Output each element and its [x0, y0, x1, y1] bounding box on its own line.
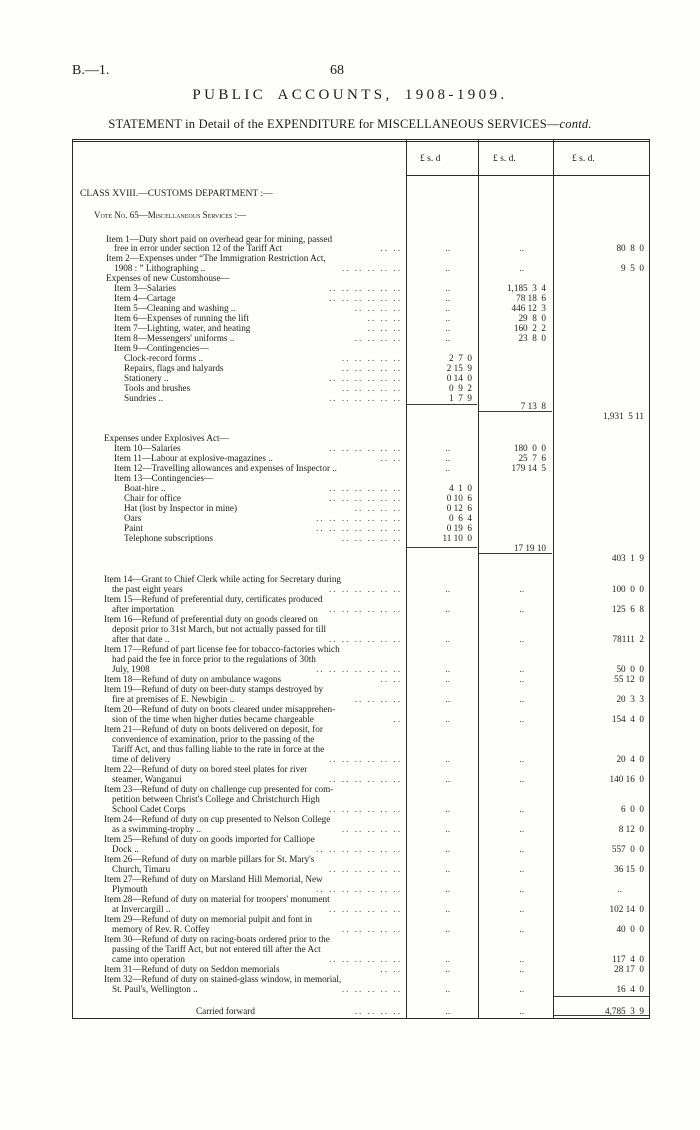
- row-description: Item 27—Refund of duty on Marsland Hill Memorial, New: [104, 874, 323, 884]
- amount-col2: ..: [519, 634, 524, 644]
- amount-col2: 7 13 8: [520, 401, 546, 411]
- amount-col1: ..: [445, 694, 450, 704]
- leader-dots: .. .. .. .. .. ..: [328, 954, 402, 964]
- amount-col3: 28 17 0: [614, 964, 644, 974]
- row-description: Carried forward: [196, 1006, 255, 1016]
- amount-col1: ..: [445, 664, 450, 674]
- leader-dots: .. .. .. .. .. ..: [328, 804, 402, 814]
- leader-dots: .. ..: [380, 243, 402, 253]
- amount-col1: ..: [445, 293, 450, 303]
- amount-col2: ..: [519, 964, 524, 974]
- amount-col3: 8 12 0: [618, 824, 644, 834]
- row-description: Item 1—Duty short paid on overhead gear for mining, passed: [106, 234, 333, 244]
- amount-col1: 0 10 6: [446, 493, 472, 503]
- amount-col3: 20 3 3: [616, 694, 644, 704]
- leader-dots: .. .. .. .. .. .. ..: [316, 523, 402, 533]
- amount-col1: ..: [445, 313, 450, 323]
- amount-col1: 2 15 9: [446, 363, 472, 373]
- row-description: Sundries ..: [124, 393, 164, 403]
- amount-col3: 16 4 0: [616, 984, 644, 994]
- leader-dots: .. .. .. ..: [354, 333, 402, 343]
- subtitle-main: STATEMENT in Detail of the EXPENDITURE for MISCELLANEOUS SERVICES—: [108, 117, 560, 131]
- page-subtitle: [0, 117, 700, 132]
- amount-col2: 160 2 2: [513, 323, 546, 333]
- row-description: Item 13—Contingencies—: [114, 473, 214, 483]
- leader-dots: .. .. .. .. .. ..: [328, 293, 402, 303]
- row-description: Item 19—Refund of duty on beer-duty stamps destroyed by: [104, 684, 324, 694]
- amount-col3: 117 4 0: [612, 954, 644, 964]
- leader-dots: .. ..: [380, 674, 402, 684]
- row-description: Item 17—Refund of part license fee for tobacco-factories which: [104, 644, 340, 654]
- amount-col2: 179 14 5: [511, 463, 546, 473]
- row-description: Oars: [124, 513, 142, 523]
- total-rule: [554, 996, 649, 997]
- amount-col1: ..: [445, 884, 450, 894]
- amount-col1: ..: [445, 774, 450, 784]
- amount-col3: 140 16 0: [609, 774, 644, 784]
- subtitle-contd: contd.: [559, 117, 592, 131]
- amount-col1: ..: [445, 824, 450, 834]
- leader-dots: .. .. .. .. .. ..: [328, 634, 402, 644]
- amount-col1: ..: [445, 674, 450, 684]
- row-description: Stationery ..: [124, 373, 169, 383]
- amount-col1: ..: [445, 463, 450, 473]
- amount-col2: ..: [519, 263, 524, 273]
- amount-col3: 403 1 9: [611, 553, 644, 563]
- amount-col1: 1 7 9: [449, 393, 472, 403]
- row-description: Boat-hire ..: [124, 483, 166, 493]
- row-description: Hat (lost by Inspector in mine): [124, 503, 238, 513]
- row-description: Item 30—Refund of duty on racing-boats ordered prior to the: [104, 934, 330, 944]
- leader-dots: .. .. .. .. .. ..: [328, 904, 402, 914]
- row-description: convenience of examination, prior to the passing of the: [112, 734, 315, 744]
- row-description: Item 7—Lighting, water, and heating: [114, 323, 251, 333]
- row-description: Item 15—Refund of preferential duty, certificates produced: [104, 594, 323, 604]
- amount-col2: ..: [519, 1006, 524, 1016]
- row-description: 1908 : ” Lithographing ..: [114, 263, 206, 273]
- amount-col1: ..: [445, 754, 450, 764]
- leader-dots: .. .. .. .. .. ..: [328, 493, 402, 503]
- leader-dots: .. .. .. .. .. ..: [328, 373, 402, 383]
- row-description: Tools and brushes: [124, 383, 191, 393]
- amount-col3: 6 0 0: [621, 804, 644, 814]
- amount-col1: ..: [445, 864, 450, 874]
- row-description: St. Paul's, Wellington ..: [112, 984, 198, 994]
- row-description: Item 10—Salaries: [114, 443, 181, 453]
- amount-col2: ..: [519, 864, 524, 874]
- row-description: Tariff Act, and thus falling liable to the rate in force at the: [112, 744, 325, 754]
- amount-col1: 0 19 6: [446, 523, 472, 533]
- leader-dots: .. .. .. .. ..: [341, 363, 402, 373]
- amount-col1: ..: [445, 924, 450, 934]
- leader-dots: .. .. .. ..: [354, 303, 402, 313]
- amount-col1: ..: [445, 323, 450, 333]
- row-description: Repairs, flags and halyards: [124, 363, 224, 373]
- col2-header: £ s. d.: [493, 154, 516, 164]
- leader-dots: .. .. .. .. .. ..: [328, 483, 402, 493]
- row-description: Item 22—Refund of duty on bored steel plates for river: [104, 764, 308, 774]
- amount-col2: ..: [519, 584, 524, 594]
- row-description: Item 29—Refund of duty on memorial pulpit and font in: [104, 914, 312, 924]
- row-description: Item 18—Refund of duty on ambulance wagons: [104, 674, 282, 684]
- row-description: passing of the Tariff Act, but not entered till after the Act: [112, 944, 321, 954]
- row-description: petition between Christ's College and Christchurch High: [112, 794, 320, 804]
- amount-col1: 2 7 0: [449, 353, 472, 363]
- amount-col1: ..: [445, 584, 450, 594]
- row-description: Item 16—Refund of preferential duty on goods cleared on: [104, 614, 318, 624]
- amount-col2: ..: [519, 714, 524, 724]
- row-description: Clock-record forms ..: [124, 353, 204, 363]
- amount-col1: ..: [445, 904, 450, 914]
- leader-dots: .. .. ..: [367, 323, 402, 333]
- row-description: free in error under section 12 of the Tariff Act: [114, 243, 283, 253]
- amount-col2: 25 7 6: [518, 453, 546, 463]
- amount-col1: ..: [445, 243, 450, 253]
- amount-col2: ..: [519, 904, 524, 914]
- amount-col2: ..: [519, 844, 524, 854]
- amount-col1: 4 1 0: [449, 483, 472, 493]
- row-description: July, 1908: [112, 664, 150, 674]
- row-description: as a swimming-trophy ..: [112, 824, 202, 834]
- row-description: Paint: [124, 523, 143, 533]
- row-description: Expenses under Explosives Act—: [104, 433, 229, 443]
- amount-col3: 40 0 0: [616, 924, 644, 934]
- amount-col3: 20 4 0: [616, 754, 644, 764]
- row-description: Item 6—Expenses of running the lift: [114, 313, 249, 323]
- amount-col2: 29 8 0: [518, 313, 546, 323]
- amount-col1: 11 10 0: [442, 533, 472, 543]
- row-description: after importation: [112, 604, 174, 614]
- amount-col2: 17 19 10: [513, 543, 546, 553]
- amount-col1: ..: [445, 954, 450, 964]
- row-description: time of delivery: [112, 754, 171, 764]
- leader-dots: ..: [393, 714, 402, 724]
- table-top-rule: [72, 139, 650, 140]
- amount-col3: 9 5 0: [621, 263, 644, 273]
- leader-dots: .. .. .. .. .. ..: [328, 864, 402, 874]
- amount-col3: 80 8 0: [616, 243, 644, 253]
- amount-col1: ..: [445, 714, 450, 724]
- amount-col1: ..: [445, 453, 450, 463]
- row-description: Item 12—Travelling allowances and expenses of Inspector ..: [114, 463, 337, 473]
- page-title: PUBLIC ACCOUNTS, 1908-1909.: [192, 87, 508, 103]
- leader-dots: .. .. .. ..: [354, 503, 402, 513]
- row-description: Item 8—Messengers' uniforms ..: [114, 333, 235, 343]
- table-row: [0, 1005, 700, 1017]
- leader-dots: .. .. .. .. ..: [341, 353, 402, 363]
- amount-col1: ..: [445, 964, 450, 974]
- col1-header: £ s. d: [420, 154, 441, 164]
- amount-col1: ..: [445, 844, 450, 854]
- leader-dots: .. .. ..: [367, 313, 402, 323]
- amount-col2: ..: [519, 824, 524, 834]
- amount-col1: 0 6 4: [449, 513, 472, 523]
- leader-dots: .. .. .. .. .. ..: [328, 283, 402, 293]
- table-row: [0, 410, 700, 422]
- table-top-rule-inner: [72, 141, 650, 142]
- row-description: Item 31—Refund of duty on Seddon memorials: [104, 964, 280, 974]
- amount-col2: 1,185 3 4: [506, 283, 546, 293]
- row-description: Item 24—Refund of duty on cup presented to Nelson College: [104, 814, 331, 824]
- amount-col1: 0 9 2: [449, 383, 472, 393]
- row-description: Item 9—Contingencies—: [114, 343, 209, 353]
- amount-col3: 100 0 0: [611, 584, 644, 594]
- row-description: after that date ..: [112, 634, 170, 644]
- amount-col3: 1,931 5 11: [602, 411, 644, 421]
- leader-dots: .. .. .. .. .. ..: [328, 754, 402, 764]
- row-description: Dock ..: [112, 844, 139, 854]
- amount-col1: ..: [445, 303, 450, 313]
- row-description: sion of the time when higher duties became chargeable: [112, 714, 314, 724]
- row-description: Item 2—Expenses under “The Immigration Restriction Act,: [106, 253, 326, 263]
- amount-col1: 0 14 0: [446, 373, 472, 383]
- row-description: Plymouth: [112, 884, 148, 894]
- row-description: School Cadet Corps: [112, 804, 186, 814]
- amount-col2: ..: [519, 674, 524, 684]
- row-description: Telephone subscriptions: [124, 533, 213, 543]
- col3-header: £ s. d.: [572, 154, 595, 164]
- amount-col3: 154 4 0: [611, 714, 644, 724]
- amount-col1: 0 12 6: [446, 503, 472, 513]
- leader-dots: .. .. .. .. .. .. ..: [316, 513, 402, 523]
- leader-dots: .. .. .. .. ..: [341, 533, 402, 543]
- table-bottom-rule: [72, 1018, 650, 1019]
- row-description: Chair for office: [124, 493, 181, 503]
- column-header-rule: [406, 175, 649, 176]
- amount-col3: 557 0 0: [611, 844, 644, 854]
- row-description: Item 32—Refund of duty on stained-glass window, in memorial,: [104, 974, 342, 984]
- row-description: Item 20—Refund of duty on boots cleared under misapprehen-: [104, 704, 336, 714]
- row-description: fire at premises of E. Newbigin ..: [112, 694, 235, 704]
- leader-dots: .. .. .. .. .. .. ..: [316, 844, 402, 854]
- amount-col1: ..: [445, 283, 450, 293]
- leader-dots: .. .. .. .. .. ..: [328, 604, 402, 614]
- amount-col2: ..: [519, 774, 524, 784]
- leader-dots: .. .. .. .. ..: [341, 984, 402, 994]
- leader-dots: .. ..: [380, 964, 402, 974]
- amount-col2: ..: [519, 884, 524, 894]
- leader-dots: .. .. .. .. .. ..: [328, 393, 402, 403]
- amount-col2: ..: [519, 243, 524, 253]
- table-row: [0, 552, 700, 564]
- vote-heading: Vote No. 65—Miscellaneous Services :—: [94, 210, 246, 220]
- amount-col2: ..: [519, 924, 524, 934]
- amount-col2: 23 8 0: [518, 333, 546, 343]
- amount-col3: 36 15 0: [614, 864, 644, 874]
- row-description: Church, Timaru: [112, 864, 171, 874]
- row-description: Item 28—Refund of duty on material for troopers' monument: [104, 894, 330, 904]
- row-description: had paid the fee in force prior to the regulations of 30th: [112, 654, 316, 664]
- page-number: 68: [330, 63, 344, 78]
- amount-col2: ..: [519, 754, 524, 764]
- amount-col3: 102 14 0: [609, 904, 644, 914]
- amount-col2: ..: [519, 954, 524, 964]
- leader-dots: .. .. .. .. .. ..: [328, 584, 402, 594]
- leader-dots: .. .. .. .. .. .. ..: [316, 884, 402, 894]
- row-description: Item 23—Refund of duty on challenge cup presented for com-: [104, 784, 334, 794]
- row-description: Item 21—Refund of duty on boots delivered on deposit, for: [104, 724, 323, 734]
- amount-col3: 4,785 3 9: [604, 1006, 644, 1016]
- row-description: Item 5—Cleaning and washing ..: [114, 303, 236, 313]
- leader-dots: .. .. .. .. ..: [341, 924, 402, 934]
- leader-dots: .. ..: [380, 453, 402, 463]
- amount-col2: 78 18 6: [516, 293, 546, 303]
- leader-dots: .. .. .. .. ..: [341, 824, 402, 834]
- amount-col2: 446 12 3: [511, 303, 546, 313]
- row-description: steamer, Wanganui: [112, 774, 182, 784]
- row-description: Item 11—Labour at explosive-magazines ..: [114, 453, 273, 463]
- row-description: Item 26—Refund of duty on marble pillars for St. Mary's: [104, 854, 315, 864]
- amount-col3: 78111 2: [612, 634, 644, 644]
- leader-dots: .. .. .. ..: [354, 1006, 402, 1016]
- amount-col1: ..: [445, 634, 450, 644]
- report-code: B.—1.: [72, 63, 110, 78]
- amount-col1: ..: [445, 1006, 450, 1016]
- table-row: [0, 983, 700, 995]
- row-description: Item 25—Refund of duty on goods imported for Calliope: [104, 834, 315, 844]
- row-description: the past eight years: [112, 584, 183, 594]
- amount-col3: 55 12 0: [614, 674, 644, 684]
- amount-col1: ..: [445, 984, 450, 994]
- leader-dots: .. .. .. ..: [354, 694, 402, 704]
- amount-col3: 50 0 0: [616, 664, 644, 674]
- leader-dots: .. .. .. .. .. ..: [328, 774, 402, 784]
- leader-dots: .. .. .. .. .. .. ..: [316, 664, 402, 674]
- leader-dots: .. .. .. .. ..: [341, 263, 402, 273]
- row-description: Item 4—Cartage: [114, 293, 176, 303]
- row-description: memory of Rev. R. Coffey: [112, 924, 210, 934]
- amount-col1: ..: [445, 804, 450, 814]
- row-description: at Invercargill ..: [112, 904, 171, 914]
- amount-col3: ..: [617, 884, 622, 894]
- row-description: Item 14—Grant to Chief Clerk while acting for Secretary during: [104, 574, 342, 584]
- amount-col3: 125 6 8: [611, 604, 644, 614]
- amount-col2: ..: [519, 694, 524, 704]
- row-description: Expenses of new Customhouse—: [106, 273, 230, 283]
- row-description: deposit prior to 31st March, but not actually passed for till: [112, 624, 327, 634]
- amount-col1: ..: [445, 263, 450, 273]
- amount-col2: ..: [519, 984, 524, 994]
- row-description: came into operation: [112, 954, 185, 964]
- amount-col2: ..: [519, 604, 524, 614]
- leader-dots: .. .. .. .. .. ..: [328, 443, 402, 453]
- amount-col2: 180 0 0: [513, 443, 546, 453]
- amount-col1: ..: [445, 443, 450, 453]
- leader-dots: .. .. .. .. ..: [341, 383, 402, 393]
- amount-col1: ..: [445, 604, 450, 614]
- row-description: Item 3—Salaries: [114, 283, 176, 293]
- class-heading: CLASS XVIII.—CUSTOMS DEPARTMENT :—: [80, 188, 273, 199]
- amount-col2: ..: [519, 804, 524, 814]
- amount-col1: ..: [445, 333, 450, 343]
- amount-col2: ..: [519, 664, 524, 674]
